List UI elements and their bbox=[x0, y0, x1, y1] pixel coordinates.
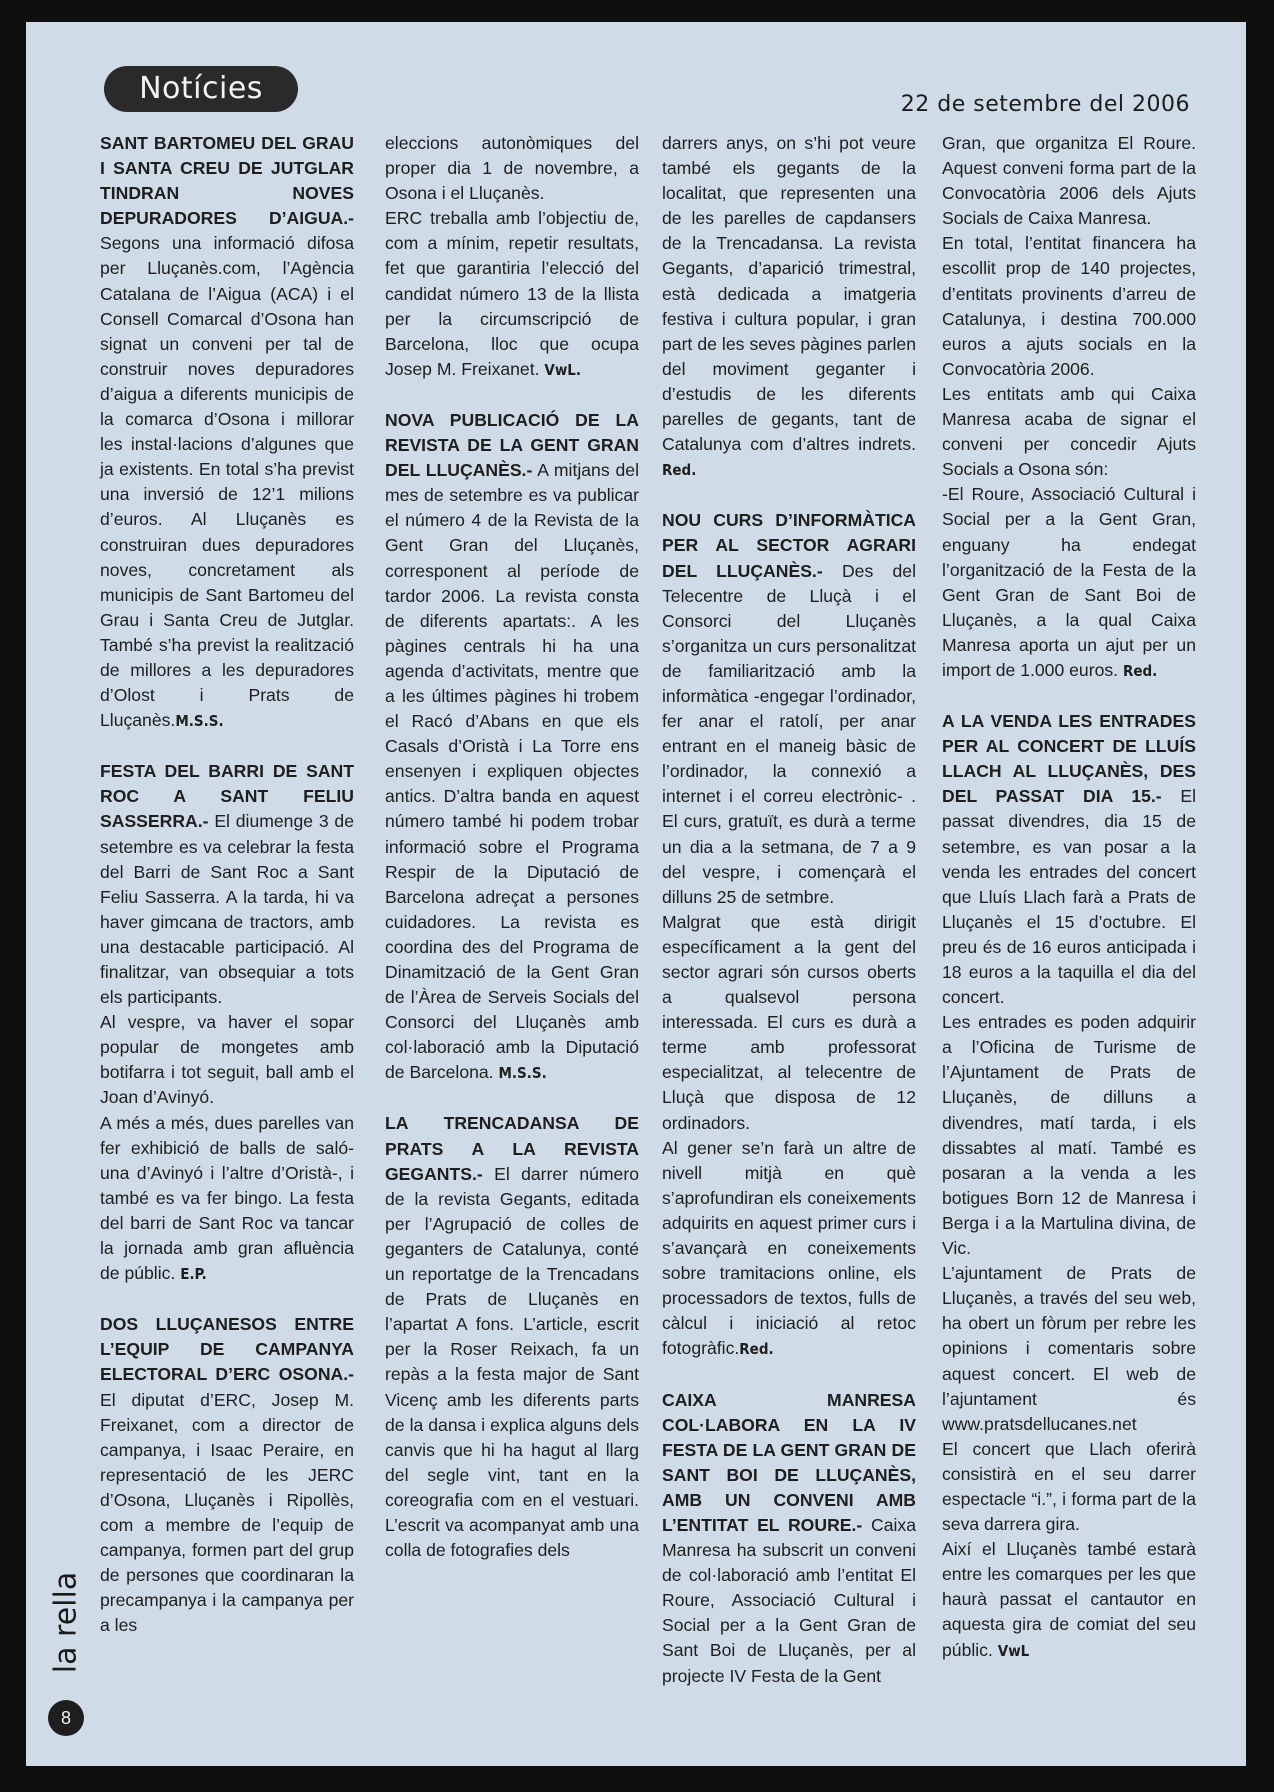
article-paragraph bbox=[942, 382, 1196, 482]
issue-date: 22 de setembre del 2006 bbox=[900, 92, 1190, 117]
article-text: Les entrades es poden adquirir a l’Oficina de Turisme de l’Ajuntament de Prats de Lluçanès, de dilluns a divendres, matí tarda, i els dissabtes al matí. També es posaran a la venda a les botigues Born 12 de Manresa i Berga i a la Martulina divina, de Vic. bbox=[942, 1012, 1196, 1259]
article-paragraph bbox=[942, 1010, 1196, 1261]
article-text: El diumenge 3 de setembre es va celebrar la festa del Barri de Sant Roc a Sant Feliu Sasserra. A la tarda, hi va haver gimcana de tractors, amb una destacable participació. Al finalitzar, van obsequiar a tots els participants. bbox=[100, 811, 354, 1008]
article-headline: FESTA DEL BARRI DE SANT ROC A SANT FELIU SASSERRA.- bbox=[100, 761, 354, 832]
article-column-1 bbox=[100, 131, 354, 1638]
article-text: Caixa Manresa ha subscrit un conveni de col·laboració amb l’entitat El Roure, Associació Cultural i Social per a la Gent Gran de Sant Boi de Lluçanès, per al projecte IV Festa de la Gent bbox=[662, 1514, 916, 1686]
author-signature: Red. bbox=[662, 461, 697, 480]
article-paragraph bbox=[385, 408, 639, 1087]
article-paragraph bbox=[942, 231, 1196, 382]
article-text: Segons una informació difosa per Lluçanès.com, l’Agència Catalana de l’Aigua (ACA) i el Consell Comarcal d’Osona han signat un conveni per tal de construir noves depuradores d’aigua a diferents municipis de la comarca d’Osona i millorar les instal·lacions d’algunes que ja existents. En total s’ha previst una inversió de 12’1 milions d’euros. Al Lluçanès es construiran dues depuradores noves, concretament als municipis de Sant Bartomeu del Grau i Santa Creu de Jutglar. També s’ha previst la realització de millores a les depuradores d’Olost i Prats de Lluçanès. bbox=[100, 233, 354, 731]
article-text: Així el Lluçanès també estarà entre les comarques per les que haurà passat el cantautor en aquesta gira de comiat del seu públic. bbox=[942, 1539, 1196, 1660]
author-signature: Red. bbox=[1122, 661, 1158, 680]
article-headline: A LA VENDA LES ENTRADES PER AL CONCERT DE LLUÍS LLACH AL LLUÇANÈS, DES DEL PASSAT DIA 15.- bbox=[942, 711, 1196, 807]
paragraph-gap bbox=[385, 1086, 639, 1111]
article-paragraph bbox=[942, 1437, 1196, 1537]
article-paragraph bbox=[100, 759, 354, 1010]
article-paragraph bbox=[100, 1111, 354, 1288]
article-paragraph bbox=[662, 1136, 916, 1363]
article-text: El concert que Llach oferirà consistirà en el seu darrer espectacle “i.”, i forma part de la seva darrera gira. bbox=[942, 1438, 1196, 1535]
article-text: En total, l’entitat financera ha escollit prop de 140 projectes, d’entitats provinents d’arreu de Catalunya, i destina 700.000 euros a ajuts socials en la Convocatòria 2006. bbox=[942, 233, 1196, 379]
author-signature: E.P. bbox=[180, 1265, 207, 1284]
article-paragraph bbox=[385, 1111, 639, 1563]
article-text: A mitjans del mes de setembre es va publicar el número 4 de la Revista de la Gent Gran del Lluçanès, corresponent al període de tardor 2006. La revista consta de diferents apartats:. A les pàgines centrals hi ha una agenda d’activitats, mentre que a les últimes pàgines hi trobem el Racó d’Abans en que els Casals d’Oristà i La Torre ens ensenyen i expliquen objectes antics. D’altra banda en aquest número també hi podem trobar informació sobre el Programa Respir de la Diputació de Barcelona adreçat a persones cuidadores. La revista es coordina des del Programa de Dinamització de la Gent Gran de l’Àrea de Serveis Socials del Consorci del Lluçanès amb col·laboració amb la Diputació de Barcelona. bbox=[385, 460, 639, 1083]
article-paragraph bbox=[942, 1537, 1196, 1663]
article-text: Al vespre, va haver el sopar popular de mongetes amb botifarra i tot seguit, ball amb el Joan d’Avinyó. bbox=[100, 1012, 354, 1108]
article-text: eleccions autonòmiques del proper dia 1 de novembre, a Osona i el Lluçanès. bbox=[385, 133, 639, 204]
article-column-3 bbox=[662, 131, 916, 1689]
paragraph-gap bbox=[662, 483, 916, 508]
author-signature: VwL bbox=[997, 1641, 1030, 1660]
article-text: L’ajuntament de Prats de Lluçanès, a través del seu web, ha obert un fòrum per rebre les opinions i comentaris sobre aquest concert. El web de l’ajuntament és www.pratsdellucanes.net bbox=[942, 1263, 1196, 1434]
article-text: -El Roure, Associació Cultural i Social per a la Gent Gran, enguany ha endegat l’organització de la Festa de la Gent Gran de Sant Boi de Lluçanès, a la qual Caixa Manresa aporta un ajut per un import de 1.000 euros. bbox=[942, 484, 1196, 680]
article-paragraph bbox=[662, 131, 916, 483]
article-headline: LA TRENCADANSA DE PRATS A LA REVISTA GEGANTS.- bbox=[385, 1113, 639, 1184]
article-text: El passat divendres, dia 15 de setembre, es van posar a la venda les entrades del concert que Lluís Llach farà a Prats de Lluçanès el 15 d’octubre. El preu és de 16 euros anticipada i 18 euros a la taquilla el dia del concert. bbox=[942, 786, 1196, 1008]
article-column-4 bbox=[942, 131, 1196, 1664]
author-signature: M.S.S. bbox=[175, 712, 224, 731]
article-paragraph bbox=[942, 482, 1196, 684]
article-headline: NOU CURS D’INFORMÀTICA PER AL SECTOR AGRARI DEL LLUÇANÈS.- bbox=[662, 510, 916, 581]
article-text: El darrer número de la revista Gegants, editada per l’Agrupació de colles de geganters de Catalunya, conté un reportatge de la Trencadans de Prats de Lluçanès en l’apartat A fons. L’article, escrit per la Roser Reixach, fa un repàs a la festa major de Sant Vicenç amb les diferents parts de la dansa i explica alguns dels canvis que hi ha hagut al llarg del segle vint, tant en la coreografia com en el vestuari. L’escrit va acompanyat amb una colla de fotografies dels bbox=[385, 1163, 639, 1561]
article-paragraph bbox=[100, 1010, 354, 1110]
article-text: El diputat d’ERC, Josep M. Freixanet, com a director de campanya, i Isaac Peraire, en representació de les JERC d’Osona, Lluçanès i Ripollès, com a membre de l’equip de campanya, formen part del grup de persones que coordinaran la precampanya i la campanya per a les bbox=[100, 1389, 354, 1636]
paragraph-gap bbox=[100, 1287, 354, 1312]
brand-label: la rella bbox=[48, 1571, 84, 1674]
article-headline: SANT BARTOMEU DEL GRAU I SANTA CREU DE JUTGLAR TINDRAN NOVES DEPURADORES D’AIGUA.- bbox=[100, 133, 354, 229]
article-headline: NOVA PUBLICACIÓ DE LA REVISTA DE LA GENT GRAN DEL LLUÇANÈS.- bbox=[385, 409, 639, 481]
article-paragraph bbox=[942, 1261, 1196, 1437]
article-text: ERC treballa amb l’objectiu de, com a mínim, repetir resultats, fet que garantiria l’elecció del candidat número 13 de la llista per la circumscripció de Barcelona, lloc que ocupa Josep M. Freixanet. bbox=[385, 208, 639, 379]
article-paragraph bbox=[385, 131, 639, 206]
paragraph-gap bbox=[942, 684, 1196, 709]
article-paragraph bbox=[662, 1388, 916, 1689]
article-paragraph bbox=[385, 206, 639, 383]
author-signature: VwL. bbox=[544, 360, 582, 379]
article-column-2 bbox=[385, 131, 639, 1563]
author-signature: M.S.S. bbox=[498, 1064, 547, 1083]
article-headline: DOS LLUÇANESOS ENTRE L’EQUIP DE CAMPANYA ELECTORAL D’ERC OSONA.- bbox=[100, 1314, 354, 1385]
author-signature: Red. bbox=[739, 1340, 774, 1359]
article-text: darrers anys, on s’hi pot veure també els gegants de la localitat, que representen una de les parelles de capdansers de la Trencadansa. La revista Gegants, d’aparició trimestral, està dedicada a imatgeria festiva i cultura popular, i gran part de les seves pàgines parlen del moviment geganter i d’estudis de les diferents parelles de gegants, tant de Catalunya com d’altres indrets. bbox=[662, 133, 916, 455]
page-number: 8 bbox=[48, 1700, 84, 1736]
article-paragraph bbox=[942, 709, 1196, 1010]
article-headline: CAIXA MANRESA COL·LABORA EN LA IV FESTA DE LA GENT GRAN DE SANT BOI DE LLUÇANÈS, AMB UN CONVENI AMB L’ENTITAT EL ROURE.- bbox=[662, 1389, 916, 1535]
article-paragraph bbox=[662, 508, 916, 910]
section-title: Notícies bbox=[104, 66, 298, 112]
paragraph-gap bbox=[385, 383, 639, 408]
article-text: Les entitats amb qui Caixa Manresa acaba de signar el conveni per concedir Ajuts Socials a Osona són: bbox=[942, 383, 1196, 480]
article-text: Gran, que organitza El Roure. Aquest conveni forma part de la Convocatòria 2006 dels Ajuts Socials de Caixa Manresa. bbox=[942, 133, 1196, 229]
article-text: Malgrat que està dirigit específicament a la gent del sector agrari són cursos oberts a qualsevol persona interessada. El curs es durà a terme amb professorat especialitzat, al telecentre de Lluçà que disposa de 12 ordinadors. bbox=[662, 911, 916, 1133]
article-text: A més a més, dues parelles van fer exhibició de balls de saló- una d’Avinyó i l’altre d’Oristà-, i també es va fer bingo. La festa del barri de Sant Roc va tancar la jornada amb gran afluència de públic. bbox=[100, 1112, 354, 1284]
article-paragraph bbox=[100, 1312, 354, 1638]
article-paragraph bbox=[662, 910, 916, 1136]
article-paragraph bbox=[942, 131, 1196, 231]
magazine-brand bbox=[46, 1570, 86, 1680]
paragraph-gap bbox=[100, 734, 354, 759]
article-text: Al gener se’n farà un altre de nivell mitjà en què s’aprofundiran els coneixements adquirits en aquest primer curs i s’avançarà en coneixements sobre tramitacions online, els processadors de textos, fulls de càlcul i iniciació al retoc fotogràfic. bbox=[662, 1137, 916, 1359]
article-paragraph bbox=[100, 131, 354, 734]
paragraph-gap bbox=[662, 1363, 916, 1388]
article-text: Des del Telecentre de Lluçà i el Consorci del Lluçanès s’organitza un curs personalitzat de familiarització amb la informàtica -engegar l’ordinador, fer anar el ratolí, per anar entrant en el maneig bàsic de l’ordinador, la connexió a internet i el correu electrònic- . El curs, gratuït, es durà a terme un dia a la setmana, de 7 a 9 del vespre, i començarà el dilluns 25 de setmbre. bbox=[662, 560, 917, 907]
